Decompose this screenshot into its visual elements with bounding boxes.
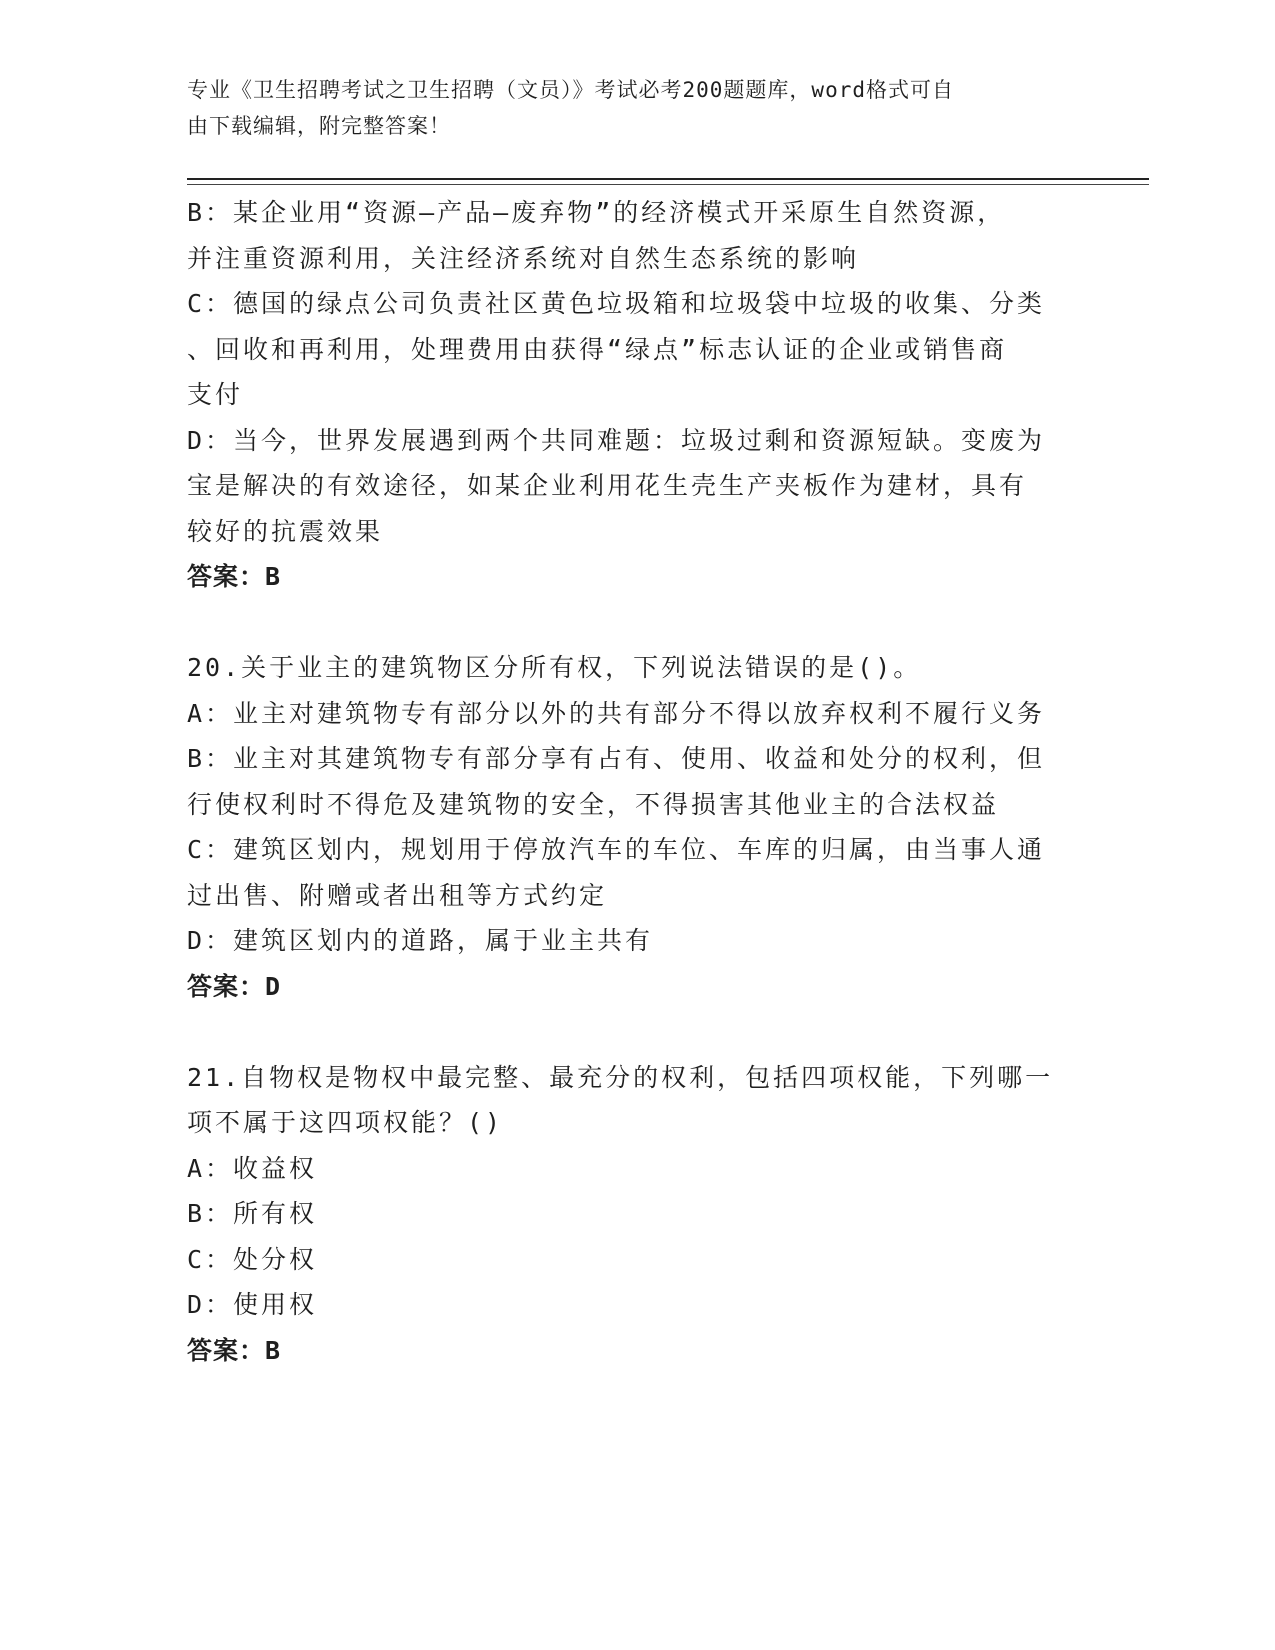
option-c-line: C：处分权: [187, 1244, 318, 1274]
header-rule-thin: [187, 184, 1149, 185]
option-c-line: C：德国的绿点公司负责社区黄色垃圾箱和垃圾袋中垃圾的收集、分类: [187, 289, 1046, 318]
spacer: [187, 600, 1077, 646]
answer-line: 答案：B: [187, 562, 282, 591]
question-21: [187, 1055, 1077, 1374]
option-d-line: D：建筑区划内的道路，属于业主共有: [187, 926, 654, 955]
option-d-line: D：使用权: [187, 1290, 318, 1319]
question-text: 20.关于业主的建筑物区分所有权，下列说法错误的是()。: [187, 653, 922, 682]
question-20: [187, 645, 1077, 1009]
question-text: 21.自物权是物权中最完整、最充分的权利，包括四项权能，下列哪一: [187, 1062, 1054, 1092]
option-c-line: 、回收和再利用，处理费用由获得“绿点”标志认证的企业或销售商: [187, 334, 1008, 364]
option-b-line: B：某企业用“资源—产品—废弃物”的经济模式开采原生自然资源，: [187, 198, 1006, 227]
option-a-line: A：收益权: [187, 1153, 318, 1183]
answer-line: 答案：B: [187, 1335, 282, 1365]
option-d-line: 宝是解决的有效途径，如某企业利用花生壳生产夹板作为建材，具有: [187, 471, 1028, 500]
question-19: [187, 190, 1077, 600]
document-body: [187, 190, 1077, 1373]
answer-line: 答案：D: [187, 971, 282, 1001]
option-d-line: 较好的抗震效果: [187, 516, 384, 546]
option-b-line: B：所有权: [187, 1199, 318, 1228]
option-b-line: 并注重资源利用，关注经济系统对自然生态系统的影响: [187, 243, 860, 273]
option-b-line: 行使权利时不得危及建筑物的安全，不得损害其他业主的合法权益: [187, 789, 1000, 819]
option-a-line: A：业主对建筑物专有部分以外的共有部分不得以放弃权利不履行义务: [187, 698, 1046, 728]
option-c-line: 支付: [187, 380, 244, 409]
header-line-2: 由下载编辑，附完整答案！: [187, 114, 451, 138]
option-c-line: C：建筑区划内，规划用于停放汽车的车位、车库的归属，由当事人通: [187, 835, 1046, 864]
header-rule-thick: [187, 178, 1149, 180]
question-text: 项不属于这四项权能？(): [187, 1108, 504, 1137]
option-c-line: 过出售、附赠或者出租等方式约定: [187, 880, 608, 910]
header-line-1: 专业《卫生招聘考试之卫生招聘（文员）》考试必考200题题库，word格式可自: [187, 78, 954, 102]
option-b-line: B：业主对其建筑物专有部分享有占有、使用、收益和处分的权利，但: [187, 744, 1046, 773]
spacer: [187, 1009, 1077, 1055]
document-header: [187, 72, 1067, 144]
option-d-line: D：当今，世界发展遇到两个共同难题：垃圾过剩和资源短缺。变废为: [187, 425, 1046, 455]
